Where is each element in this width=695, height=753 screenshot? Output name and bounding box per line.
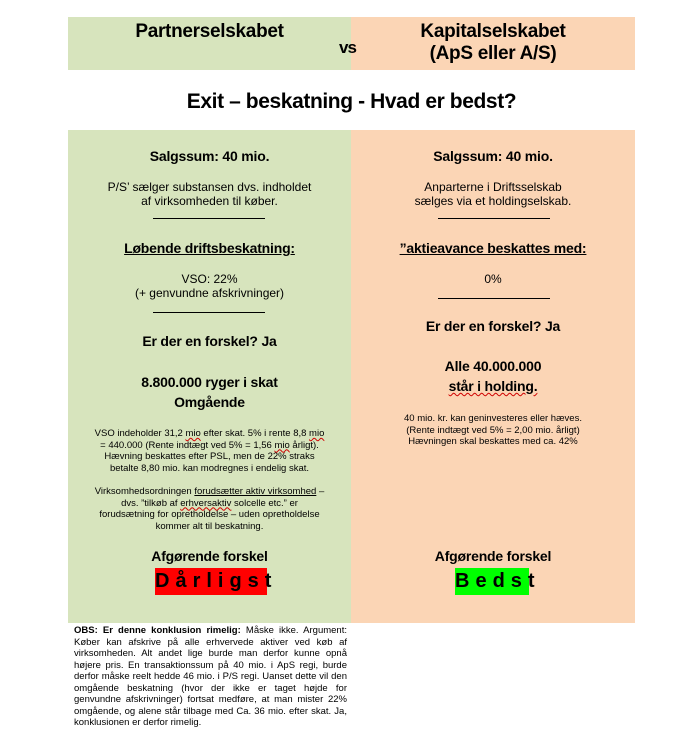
right-note-line-3: Hævningen skal beskattes med ca. 42% bbox=[408, 436, 578, 447]
header-vs: vs bbox=[339, 38, 356, 57]
left-sale-sum: Salgssum: 40 mio. bbox=[149, 148, 270, 164]
right-tax-heading: ”aktieavance beskattes med: bbox=[399, 240, 587, 256]
left-note-1-line-2-a: = 440.000 (Rente indtægt ved 5% = 1,56 bbox=[100, 439, 275, 451]
page-title: Exit – beskatning - Hvad er bedst? bbox=[186, 90, 517, 113]
left-result-2: Omgående bbox=[174, 394, 245, 410]
left-note-1-line-2-b: mio bbox=[274, 439, 290, 451]
obs-note bbox=[74, 625, 347, 729]
right-result-1: Alle 40.000.000 bbox=[444, 358, 542, 374]
left-note-2-line-1 bbox=[68, 486, 351, 498]
header-left-title: Partnerselskabet bbox=[135, 21, 284, 42]
right-divider-2 bbox=[438, 298, 550, 299]
left-decisive: Afgørende forskel bbox=[151, 548, 268, 564]
header-right-title-2: (ApS eller A/S) bbox=[429, 43, 557, 64]
left-tax-heading: Løbende driftsbeskatning: bbox=[124, 240, 295, 256]
left-result-1: 8.800.000 ryger i skat bbox=[141, 374, 278, 390]
left-note-1-line-4: betalte 8,80 mio. kan modregnes i endelig skat. bbox=[109, 462, 310, 474]
right-note-line-1: 40 mio. kr. kan geninvesteres eller hæves. bbox=[404, 413, 582, 424]
header-right-title-1: Kapitalselskabet bbox=[420, 21, 566, 42]
left-note-2 bbox=[68, 486, 351, 532]
left-note-2-line-3: forudsætning for opretholdelse – uden opretholdelse bbox=[99, 509, 320, 520]
left-verdict-badge: Dårligst bbox=[155, 568, 267, 595]
left-note-1-line-1-c: efter skat. 5% i rente 8,8 bbox=[200, 428, 310, 439]
right-verdict-badge: Bedst bbox=[455, 568, 529, 595]
left-note-2-line-1-b: forudsætter aktiv virksomhed bbox=[194, 486, 317, 497]
left-divider-1 bbox=[153, 218, 265, 219]
left-note-2-line-2-b: erhversaktiv bbox=[180, 497, 232, 509]
left-tax-line-2: (+ genvundne afskrivninger) bbox=[134, 286, 285, 300]
right-desc-2: sælges via et holdingselskab. bbox=[414, 194, 572, 208]
right-note bbox=[351, 413, 635, 448]
left-note-2-line-1-c: – bbox=[316, 486, 325, 497]
left-desc-1: P/S’ sælger substansen dvs. indholdet bbox=[107, 180, 312, 194]
left-note-2-line-2 bbox=[68, 498, 351, 510]
left-divider-2 bbox=[153, 312, 265, 313]
left-note-1 bbox=[68, 428, 351, 474]
right-decisive: Afgørende forskel bbox=[434, 548, 552, 564]
left-note-1-line-1 bbox=[68, 428, 351, 440]
right-result-2-wrap bbox=[351, 378, 635, 396]
left-note-1-line-2 bbox=[68, 440, 351, 452]
left-note-1-line-1-a: VSO indeholder 31,2 bbox=[94, 428, 186, 439]
left-note-2-line-1-a: Virksomhedsordningen bbox=[94, 486, 195, 497]
left-desc-2: af virksomheden til køber. bbox=[141, 194, 278, 208]
right-diff-question: Er der en forskel? Ja bbox=[425, 318, 561, 334]
left-note-1-line-1-d: mio bbox=[309, 428, 325, 439]
left-note-2-line-4: kommer alt til beskatning. bbox=[155, 520, 264, 532]
right-desc-1: Anparterne i Driftsselskab bbox=[424, 180, 562, 194]
left-tax-line-1: VSO: 22% bbox=[181, 272, 238, 286]
right-tax-heading-wrap bbox=[351, 240, 635, 258]
right-tax-value: 0% bbox=[484, 272, 502, 286]
left-note-2-line-2-a: dvs. ”tilkøb af bbox=[121, 497, 181, 509]
right-result-2: står i holding. bbox=[448, 378, 538, 394]
left-note-1-line-1-b: mio bbox=[185, 428, 201, 439]
right-note-line-2: (Rente indtægt ved 5% = 2,00 mio. årligt) bbox=[406, 424, 580, 436]
obs-label: OBS: Er denne konklusion rimelig: bbox=[74, 625, 241, 636]
right-sale-sum: Salgssum: 40 mio. bbox=[433, 148, 553, 164]
left-note-2-line-2-c: solcelle etc.” er bbox=[231, 497, 298, 509]
left-diff-question: Er der en forskel? Ja bbox=[142, 333, 277, 349]
left-note-1-line-3: Hævning beskattes efter PSL, men de 22% straks bbox=[104, 451, 315, 462]
left-note-1-line-2-c: årligt). bbox=[289, 439, 319, 451]
left-tax-heading-wrap bbox=[68, 240, 351, 258]
right-divider-1 bbox=[438, 218, 550, 219]
obs-text: Måske ikke. Argument: Køber kan afskrive på alle erhvervede aktiver ved køb af virksomheden. Alt andet lige burde man derfor kunne opnå højere pris. En transaktionssum på 40 mio. i ApS regi, burde derfor måske reelt hedde 46 mio. i P/S regi. Uanset dette vil den omgående beskatning (hvor der ikke er taget højde for genvundne afskrivninger) fortsat medføre, at man mister 22% omgående, og alene står tilbage med Ca. 36 mio. efter skat. Ja, konklusionen er derfor rimelig. bbox=[74, 625, 347, 728]
